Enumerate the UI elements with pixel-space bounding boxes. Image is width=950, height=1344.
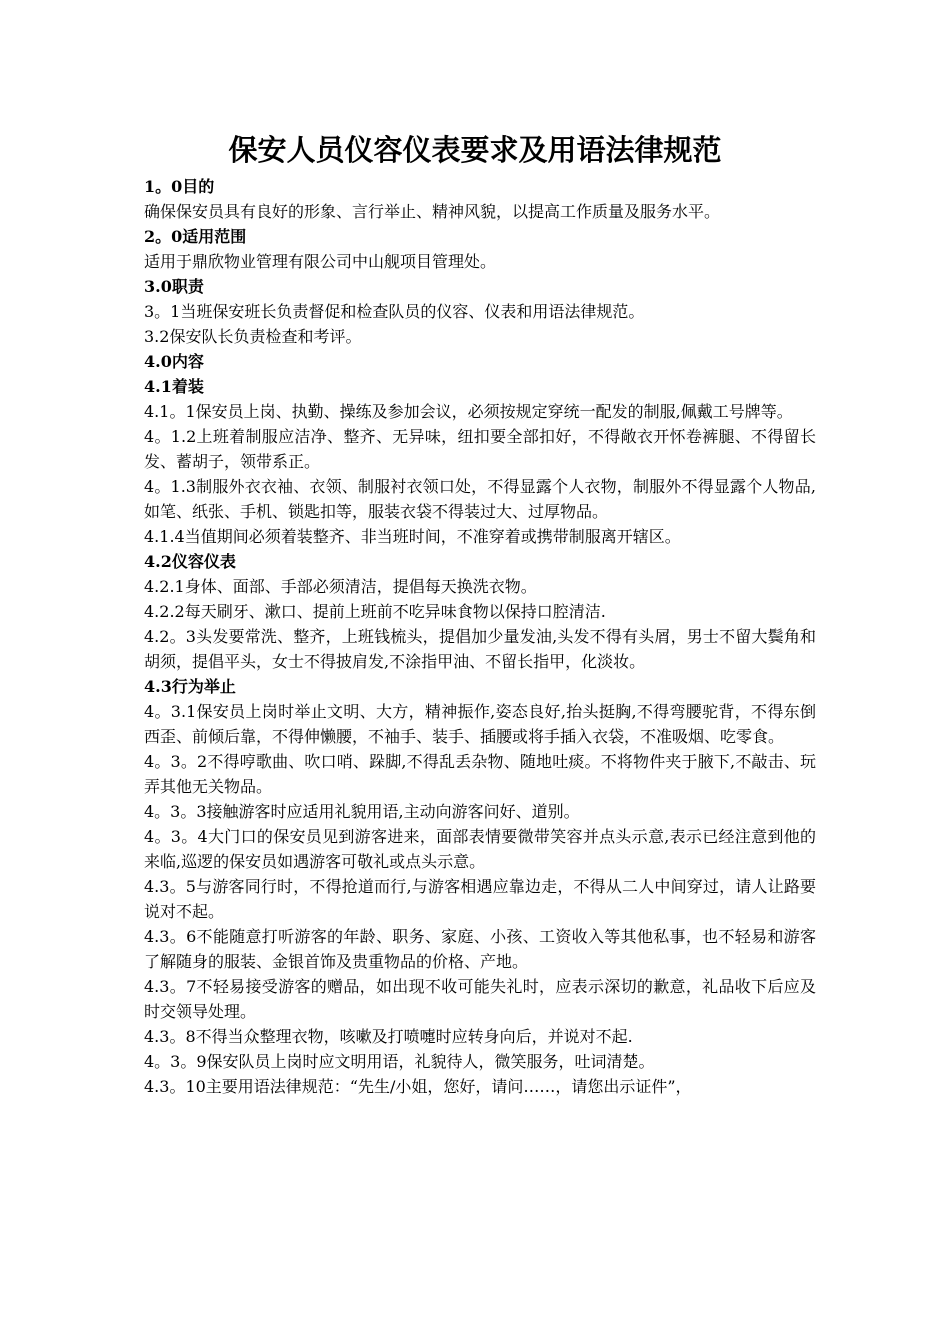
paragraph: 4.3。7不轻易接受游客的赠品，如出现不收可能失礼时，应表示深切的歉意，礼品收下后应及时交领导处理。 [144,977,816,1021]
paragraph: 4.2.1身体、面部、手部必须清洁，提倡每天换洗衣物。 [144,577,537,596]
section-heading: 3.0职责 [144,277,204,296]
paragraph: 4。3.1保安员上岗时举止文明、大方，精神振作,姿态良好,抬头挺胸,不得弯腰驼背，不得东倒西歪、前倾后靠，不得伸懒腰，不袖手、装手、插腰或将手插入衣袋，不准吸烟、吃零食。 [144,702,816,746]
paragraph: 4.2。3头发要常洗、整齐，上班钱梳头，提倡加少量发油,头发不得有头屑，男士不留大鬓角和胡须，提倡平头，女士不得披肩发,不涂指甲油、不留长指甲，化淡妆。 [144,627,816,671]
paragraph: 确保保安员具有良好的形象、言行举止、精神风貌，以提高工作质量及服务水平。 [144,202,721,221]
document-body [144,174,816,1099]
paragraph: 4.3。6不能随意打听游客的年龄、职务、家庭、小孩、工资收入等其他私事，也不轻易和游客了解随身的服装、金银首饰及贵重物品的价格、产地。 [144,927,816,971]
paragraph: 4.3。10主要用语法律规范：“先生/小姐，您好，请问……，请您出示证件”， [144,1077,692,1096]
paragraph: 4.3。8不得当众整理衣物，咳嗽及打喷嚏时应转身向后，并说对不起. [144,1027,633,1046]
paragraph: 4.2.2每天刷牙、漱口、提前上班前不吃异味食物以保持口腔清洁. [144,602,606,621]
paragraph: 4.1。1保安员上岗、执勤、操练及参加会议，必须按规定穿统一配发的制服,佩戴工号牌等。 [144,402,793,421]
document-title: 保安人员仪容仪表要求及用语法律规范 [228,133,722,167]
paragraph: 4。3。2不得哼歌曲、吹口哨、跺脚,不得乱丢杂物、随地吐痰。不将物件夹于腋下,不敲击、玩弄其他无关物品。 [144,752,816,796]
paragraph: 4。3。3接触游客时应适用礼貌用语,主动向游客问好、道别。 [144,802,580,821]
paragraph: 适用于鼎欣物业管理有限公司中山舰项目管理处。 [144,252,497,271]
paragraph: 3.2保安队长负责检查和考评。 [144,327,362,346]
paragraph: 4.3。5与游客同行时，不得抢道而行,与游客相遇应靠边走，不得从二人中间穿过，请人让路要说对不起。 [144,877,816,921]
paragraph: 4。1.2上班着制服应洁净、整齐、无异味，纽扣要全部扣好，不得敞衣开怀卷裤腿、不得留长发、蓄胡子，领带系正。 [144,427,816,471]
paragraph: 4。3。4大门口的保安员见到游客进来，面部表情要微带笑容并点头示意,表示已经注意到他的来临,巡逻的保安员如遇游客可敬礼或点头示意。 [144,827,816,871]
section-heading: 2。0适用范围 [144,227,247,246]
section-heading: 1。0目的 [144,177,215,196]
paragraph: 4。3。9保安队员上岗时应文明用语，礼貌待人，微笑服务，吐词清楚。 [144,1052,655,1071]
section-heading: 4.0内容 [144,352,204,371]
paragraph: 3。1当班保安班长负责督促和检查队员的仪容、仪表和用语法律规范。 [144,302,645,321]
paragraph: 4。1.3制服外衣衣袖、衣领、制服衬衣领口处，不得显露个人衣物，制服外不得显露个人物品,如笔、纸张、手机、锁匙扣等，服装衣袋不得装过大、过厚物品。 [144,477,816,521]
section-heading: 4.1着装 [144,377,204,396]
section-heading: 4.2仪容仪表 [144,552,236,571]
section-heading: 4.3行为举止 [144,677,236,696]
paragraph: 4.1.4当值期间必须着装整齐、非当班时间，不准穿着或携带制服离开辖区。 [144,527,681,546]
